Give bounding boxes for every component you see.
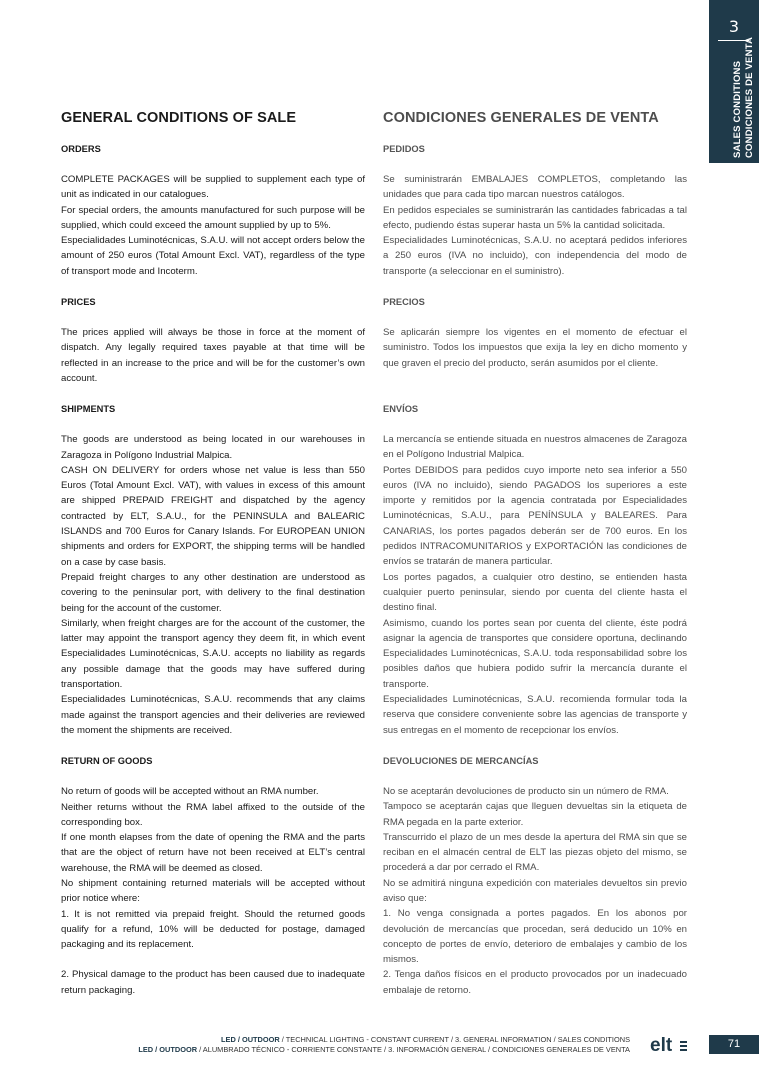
paragraph: Especialidades Luminotécnicas, S.A.U. recommends that any claims made against the transport agencies and their deliveries are reviewed the moment the shipments are received.: [61, 694, 365, 736]
page-title-en: GENERAL CONDITIONS OF SALE: [61, 110, 297, 126]
paragraph: No se aceptarán devoluciones de producto sin un número de RMA.: [383, 785, 669, 797]
section-heading-pedidos: PEDIDOS: [383, 144, 425, 154]
section-number: 3: [728, 17, 740, 36]
section-heading-prices: PRICES: [61, 297, 96, 308]
paragraph: Similarly, when freight charges are for the account of the customer, the latter may appoint the transport agency they deem fit, in which event Especialidades Luminotécnicas, S.A.U. accepts no liability as regards any possible damage that the goods may have suffered during transportation.: [61, 617, 365, 691]
paragraph: No se admitirá ninguna expedición con materiales devueltos sin previo aviso que:: [383, 877, 687, 904]
paragraph: Se aplicarán siempre los vigentes en el momento de efectuar el suministro. Todos los impuestos que exija la ley en dicho momento y que graven el precio del producto, serán asumidos por el cliente.: [383, 327, 687, 369]
paragraph: Neither returns without the RMA label affixed to the outside of the corresponding box.: [61, 801, 365, 828]
paragraph: Se suministrarán EMBALAJES COMPLETOS, completando las unidades que para cada tipo marcan nuestros catálogos.: [383, 174, 687, 201]
section-label-es: CONDICIONES DE VENTA: [744, 36, 755, 158]
paragraph: Portes DEBIDOS para pedidos cuyo importe neto sea inferior a 550 euros (IVA no incluido), siendo PAGADOS los superiores a este importe y remitidos por la agencia contratada por Especialidades Luminotécnicas, S.A.U., para PENÍNSULA y BALEARES. Para CANARIAS, los portes pagados deberán ser de 700 euros. En los pedidos INTRACOMUNITARIOS y EXPORTACIÓN las condiciones de envíos se tratarán de manera particular.: [383, 464, 687, 568]
paragraph: Transcurrido el plazo de un mes desde la apertura del RMA sin que se reciban en el almacén central de ELT las piezas objeto del mismo, se procederá a dar por cerrado el RMA.: [383, 831, 687, 874]
paragraph: Especialidades Luminotécnicas, S.A.U. will not accept orders below the amount of 250 euros (Total Amount Excl. VAT), regardless of the type of transport mode and Incoterm.: [61, 235, 365, 277]
page-number: 71: [709, 1035, 759, 1054]
section-tab: [709, 0, 759, 163]
brand-label: LED / OUTDOOR: [221, 1035, 280, 1044]
section-heading-shipments: SHIPMENTS: [61, 404, 116, 415]
paragraph: No shipment containing returned materials will be accepted without prior notice where:: [61, 877, 365, 905]
footer-path-en: / TECHNICAL LIGHTING - CONSTANT CURRENT / 3. GENERAL INFORMATION / SALES CONDITIONS: [279, 1035, 630, 1044]
section-heading-precios: PRECIOS: [383, 297, 425, 308]
english-column: [61, 110, 365, 998]
section-heading-orders: ORDERS: [61, 144, 101, 154]
paragraph: 1. No venga consignada a portes pagados. En los abonos por devolución de mercancías que procedan, será deducido un 10% en concepto de portes de envío, deterioro de embalajes y cambio de los mismos.: [383, 908, 687, 966]
paragraph: Tampoco se aceptarán cajas que lleguen devueltas sin la etiqueta de RMA pegada en la parte exterior.: [383, 801, 687, 828]
footer-line-en: [0, 1035, 630, 1045]
section-heading-envios: ENVÍOS: [383, 403, 419, 414]
paragraph: Asimismo, cuando los portes sean por cuenta del cliente, éste podrá asignar la agencia de transportes que considere oportuna, declinando Especialidades Luminotécnicas, S.A.U. toda responsabilidad sobre los posibles daños que hubiera podido sufrir la mercancía durante el transporte.: [383, 617, 687, 690]
paragraph: The goods are understood as being located in our warehouses in Zaragoza in Polígono Industrial Malpica.: [61, 434, 365, 461]
paragraph: CASH ON DELIVERY for orders whose net value is less than 550 Euros (Total Amount Excl. VAT), with values in excess of this amount are shipped PREPAID FREIGHT and dispatched by the agency contracted by ELT, S.A.U., for the PENINSULA and BALEARIC ISLANDS and 700 Euros for Canary Islands. For EUROPEAN UNION shipments and orders for EXPORT, the shipping terms will be handled on a case by case basis.: [61, 464, 365, 568]
footer-line-es: [0, 1045, 630, 1055]
section-label-en: SALES CONDITIONS: [732, 60, 743, 158]
paragraph: COMPLETE PACKAGES will be supplied to supplement each type of unit as indicated in our catalogues.: [61, 174, 365, 201]
footer-path-es: / ALUMBRADO TÉCNICO - CORRIENTE CONSTANTE / 3. INFORMACIÓN GENERAL / CONDICIONES GENERALES DE VENTA: [197, 1045, 630, 1054]
brand-label: LED / OUTDOOR: [138, 1045, 198, 1054]
section-heading-devoluciones: DEVOLUCIONES DE MERCANCÍAS: [383, 755, 539, 766]
paragraph: Los portes pagados, a cualquier otro destino, se entienden hasta cualquier puerto peninsular, siendo por cuenta del cliente hasta el destino final.: [383, 571, 687, 614]
paragraph: En pedidos especiales se suministrarán las cantidades fabricadas a tal efecto, pudiendo éstas superar hasta un 5% la cantidad solicitada.: [383, 204, 687, 231]
paragraph: 1. It is not remitted via prepaid freight. Should the returned goods qualify for a refund, 10% will be deducted for postage, damaged packaging and its replacement.: [61, 908, 365, 951]
logo-text: elt: [650, 1035, 673, 1056]
section-heading-returns: RETURN OF GOODS: [61, 756, 153, 767]
paragraph: For special orders, the amounts manufactured for such purpose will be supplied, which could exceed the amount supplied by up to 5%.: [61, 204, 365, 231]
section-vertical-label: [709, 0, 759, 163]
paragraph: La mercancía se entiende situada en nuestros almacenes de Zaragoza en el Polígono Industrial Malpica.: [383, 433, 687, 461]
paragraph: Prepaid freight charges to any other destination are understood as covering to the peninsular port, with delivery to the final destination being for the account of the customer.: [61, 571, 365, 614]
paragraph: Especialidades Luminotécnicas, S.A.U. recomienda formular toda la reserva que considere conveniente sobre las agencias de transporte y sus entregas en el momento de recepcionar los envíos.: [383, 694, 687, 736]
spanish-column: [383, 110, 687, 998]
paragraph: 2. Physical damage to the product has been caused due to inadequate return packaging.: [61, 969, 365, 996]
footer-breadcrumb: [0, 1035, 630, 1055]
elt-logo: [649, 1034, 689, 1056]
paragraph: Especialidades Luminotécnicas, S.A.U. no aceptará pedidos inferiores a 250 euros (IVA no incluido), con independencia del modo de transporte (a seleccionar en el suministro).: [383, 235, 687, 277]
paragraph: The prices applied will always be those in force at the moment of dispatch. Any legally required taxes payable at that time will be reflected in an increase to the price and will be for the customer’s own account.: [61, 327, 365, 384]
page-title-es: CONDICIONES GENERALES DE VENTA: [383, 110, 659, 126]
paragraph: No return of goods will be accepted without an RMA number.: [61, 786, 319, 798]
paragraph: If one month elapses from the date of opening the RMA and the parts that are the object of return have not been received at ELT’s central warehouse, the RMA will be deemed as closed.: [61, 832, 365, 874]
paragraph: 2. Tenga daños físicos en el producto provocados por un inadecuado embalaje de retorno.: [383, 969, 687, 996]
